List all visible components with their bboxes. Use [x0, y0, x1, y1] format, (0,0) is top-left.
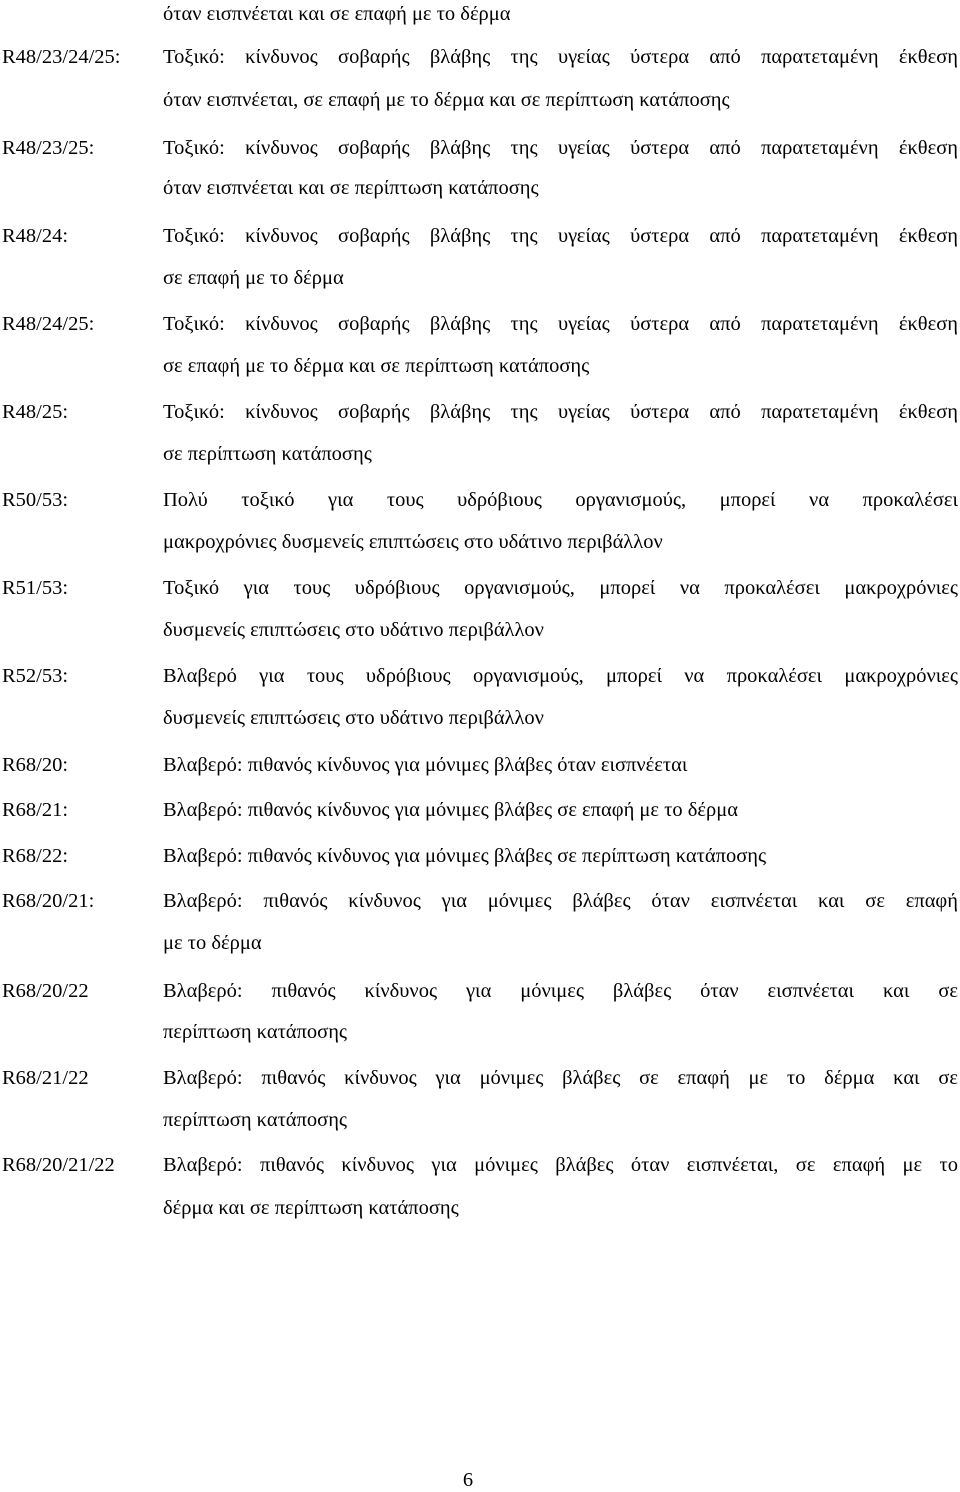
risk-code: R50/53:	[2, 489, 69, 511]
risk-description-line2: περίπτωση κατάποσης	[163, 1109, 348, 1131]
risk-code: R68/20/21:	[2, 890, 95, 912]
risk-code: R51/53:	[2, 577, 69, 599]
risk-code: R48/24/25:	[2, 313, 95, 335]
risk-description-line1: Βλαβερό για τους υδρόβιους οργανισμούς, μπορεί να προκαλέσει μακροχρόνιες	[163, 665, 958, 687]
risk-description-line1: Τοξικό: κίνδυνος σοβαρής βλάβης της υγείας ύστερα από παρατεταμένη έκθεση	[163, 313, 958, 335]
risk-code: R68/21/22	[2, 1067, 89, 1089]
risk-description-line1: Βλαβερό: πιθανός κίνδυνος για μόνιμες βλάβες όταν εισπνέεται	[163, 754, 688, 776]
risk-description-line1: Τοξικό: κίνδυνος σοβαρής βλάβης της υγείας ύστερα από παρατεταμένη έκθεση	[163, 401, 958, 423]
risk-description-line1: Τοξικό: κίνδυνος σοβαρής βλάβης της υγείας ύστερα από παρατεταμένη έκθεση	[163, 225, 958, 247]
risk-code: R68/22:	[2, 845, 69, 867]
risk-code: R68/21:	[2, 799, 69, 821]
risk-code: R68/20/22	[2, 980, 89, 1002]
risk-description-line1: Τοξικό: κίνδυνος σοβαρής βλάβης της υγείας ύστερα από παρατεταμένη έκθεση	[163, 46, 958, 68]
risk-description-line1: Βλαβερό: πιθανός κίνδυνος για μόνιμες βλάβες σε επαφή με το δέρμα και σε	[163, 1067, 958, 1089]
risk-description-line1: Τοξικό: κίνδυνος σοβαρής βλάβης της υγείας ύστερα από παρατεταμένη έκθεση	[163, 137, 958, 159]
risk-code: R52/53:	[2, 665, 69, 687]
risk-code: R68/20:	[2, 754, 69, 776]
risk-description-line1: Βλαβερό: πιθανός κίνδυνος για μόνιμες βλάβες όταν εισπνέεται και σε	[163, 980, 958, 1002]
risk-description-line1: Βλαβερό: πιθανός κίνδυνος για μόνιμες βλάβες σε περίπτωση κατάποσης	[163, 845, 767, 867]
risk-description-line2: σε περίπτωση κατάποσης	[163, 443, 372, 465]
risk-description-line2: δυσμενείς επιπτώσεις στο υδάτινο περιβάλλον	[163, 619, 544, 641]
risk-code: R48/25:	[2, 401, 69, 423]
risk-description-line1: Τοξικό για τους υδρόβιους οργανισμούς, μπορεί να προκαλέσει μακροχρόνιες	[163, 577, 958, 599]
risk-description-line1: Βλαβερό: πιθανός κίνδυνος για μόνιμες βλάβες όταν εισπνέεται, σε επαφή με το	[163, 1154, 958, 1176]
risk-description-line2: δέρμα και σε περίπτωση κατάποσης	[163, 1197, 459, 1219]
risk-description-line2: όταν εισπνέεται και σε περίπτωση κατάποσης	[163, 177, 539, 199]
continuation-text: όταν εισπνέεται και σε επαφή με το δέρμα	[163, 3, 511, 25]
risk-description-line2: σε επαφή με το δέρμα	[163, 267, 344, 289]
risk-description-line2: μακροχρόνιες δυσμενείς επιπτώσεις στο υδάτινο περιβάλλον	[163, 531, 663, 553]
risk-code: R48/24:	[2, 225, 69, 247]
risk-description-line2: όταν εισπνέεται, σε επαφή με το δέρμα και σε περίπτωση κατάποσης	[163, 89, 730, 111]
risk-description-line1: Βλαβερό: πιθανός κίνδυνος για μόνιμες βλάβες σε επαφή με το δέρμα	[163, 799, 738, 821]
risk-description-line2: δυσμενείς επιπτώσεις στο υδάτινο περιβάλλον	[163, 707, 544, 729]
risk-code: R68/20/21/22	[2, 1154, 115, 1176]
risk-code: R48/23/24/25:	[2, 46, 121, 68]
page-number: 6	[462, 1469, 474, 1491]
risk-description-line1: Βλαβερό: πιθανός κίνδυνος για μόνιμες βλάβες όταν εισπνέεται και σε επαφή	[163, 890, 958, 912]
risk-code: R48/23/25:	[2, 137, 95, 159]
risk-description-line2: σε επαφή με το δέρμα και σε περίπτωση κατάποσης	[163, 355, 590, 377]
risk-description-line1: Πολύ τοξικό για τους υδρόβιους οργανισμούς, μπορεί να προκαλέσει	[163, 489, 958, 511]
risk-description-line2: περίπτωση κατάποσης	[163, 1021, 348, 1043]
risk-description-line2: με το δέρμα	[163, 932, 262, 954]
